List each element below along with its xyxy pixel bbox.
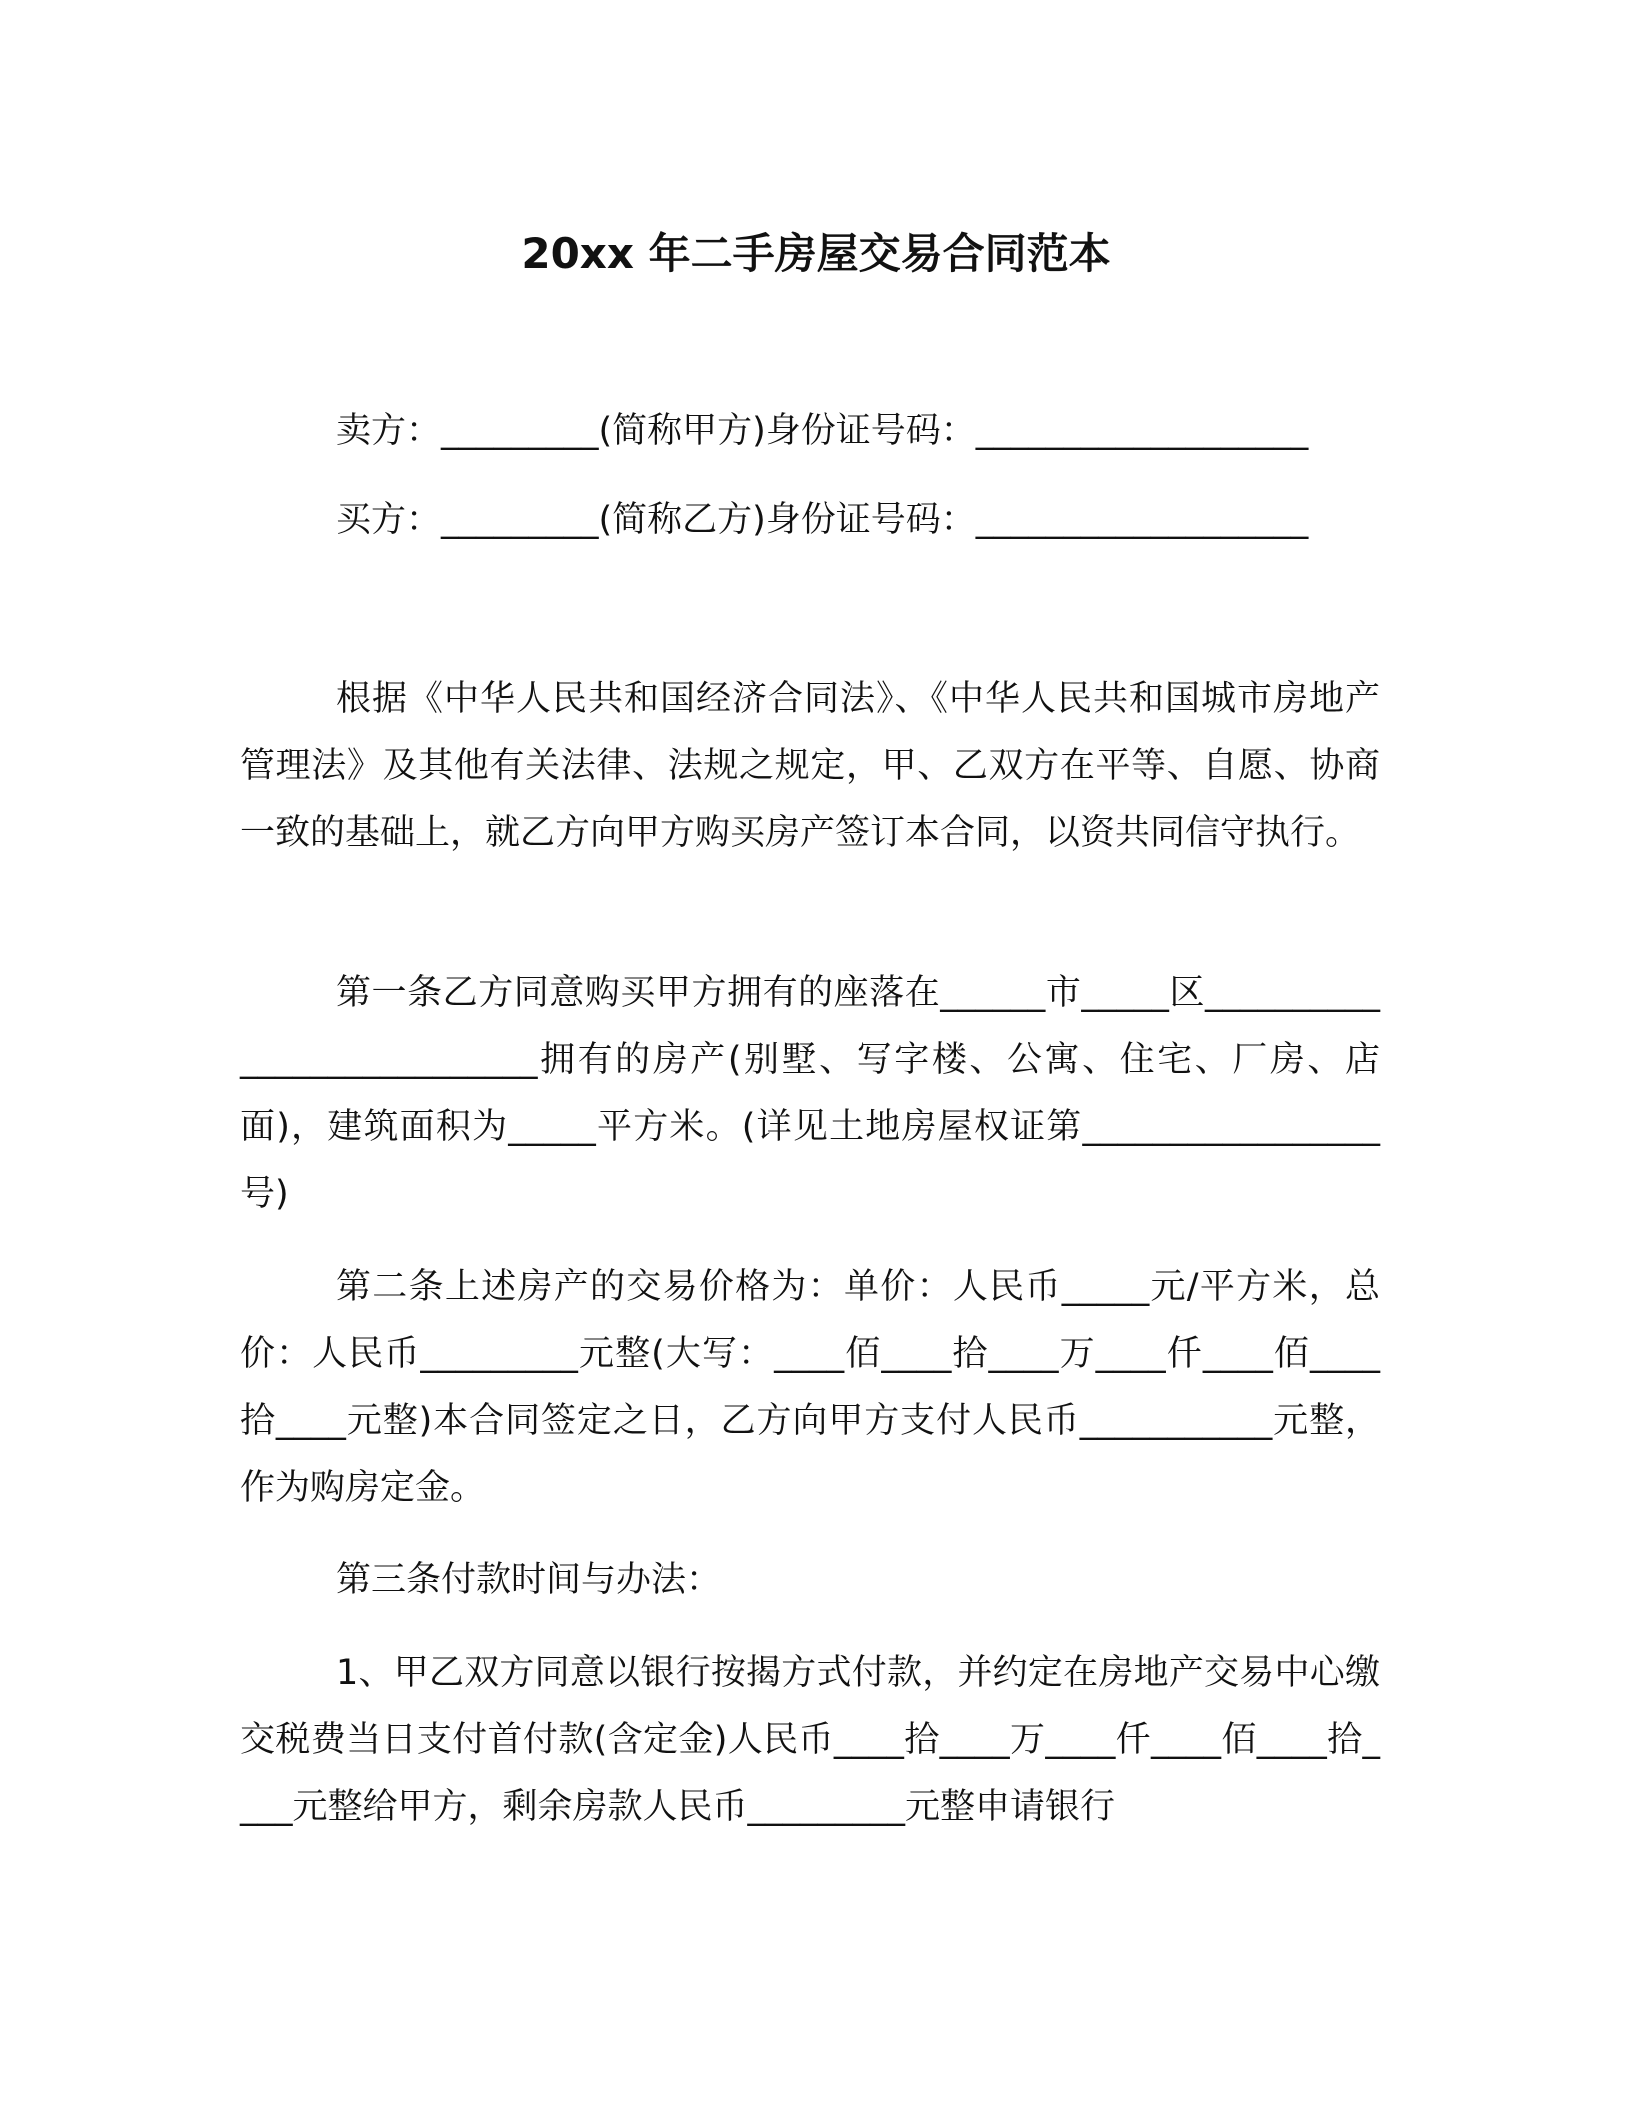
article-3-heading: 第三条付款时间与办法： [336,1560,722,1600]
preamble-paragraph: 根据《中华人民共和国经济合同法》、《中华人民共和国城市房地产管理法》及其他有关法律、法规之规定，甲、乙双方在平等、自愿、协商一致的基础上，就乙方向甲方购买房产签订本合同，以资共同信守执行。 [240,679,1380,853]
article-1-paragraph: 第一条乙方同意购买甲方拥有的座落在______市_____区___________________________拥有的房产(别墅、写字楼、公寓、住宅、厂房、店面)，建筑面积为_____平方米。(详见土地房屋权证第_________________号) [240,973,1380,1214]
article-2-paragraph: 第二条上述房产的交易价格为：单价：人民币_____元/平方米，总价：人民币_________元整(大写：____佰____拾____万____仟____佰____拾____元整)本合同签定之日，乙方向甲方支付人民币___________元整，作为购房定金。 [240,1267,1380,1508]
seller-line: 卖方：_________(简称甲方)身份证号码：___________________ [336,411,1309,451]
article-3-clause-1: 1、甲乙双方同意以银行按揭方式付款，并约定在房地产交易中心缴交税费当日支付首付款(含定金)人民币____拾____万____仟____佰____拾____元整给甲方，剩余房款人民币_________元整申请银行 [240,1653,1380,1827]
document-title: 20xx 年二手房屋交易合同范本 [521,229,1111,278]
buyer-line: 买方：_________(简称乙方)身份证号码：___________________ [336,500,1309,540]
